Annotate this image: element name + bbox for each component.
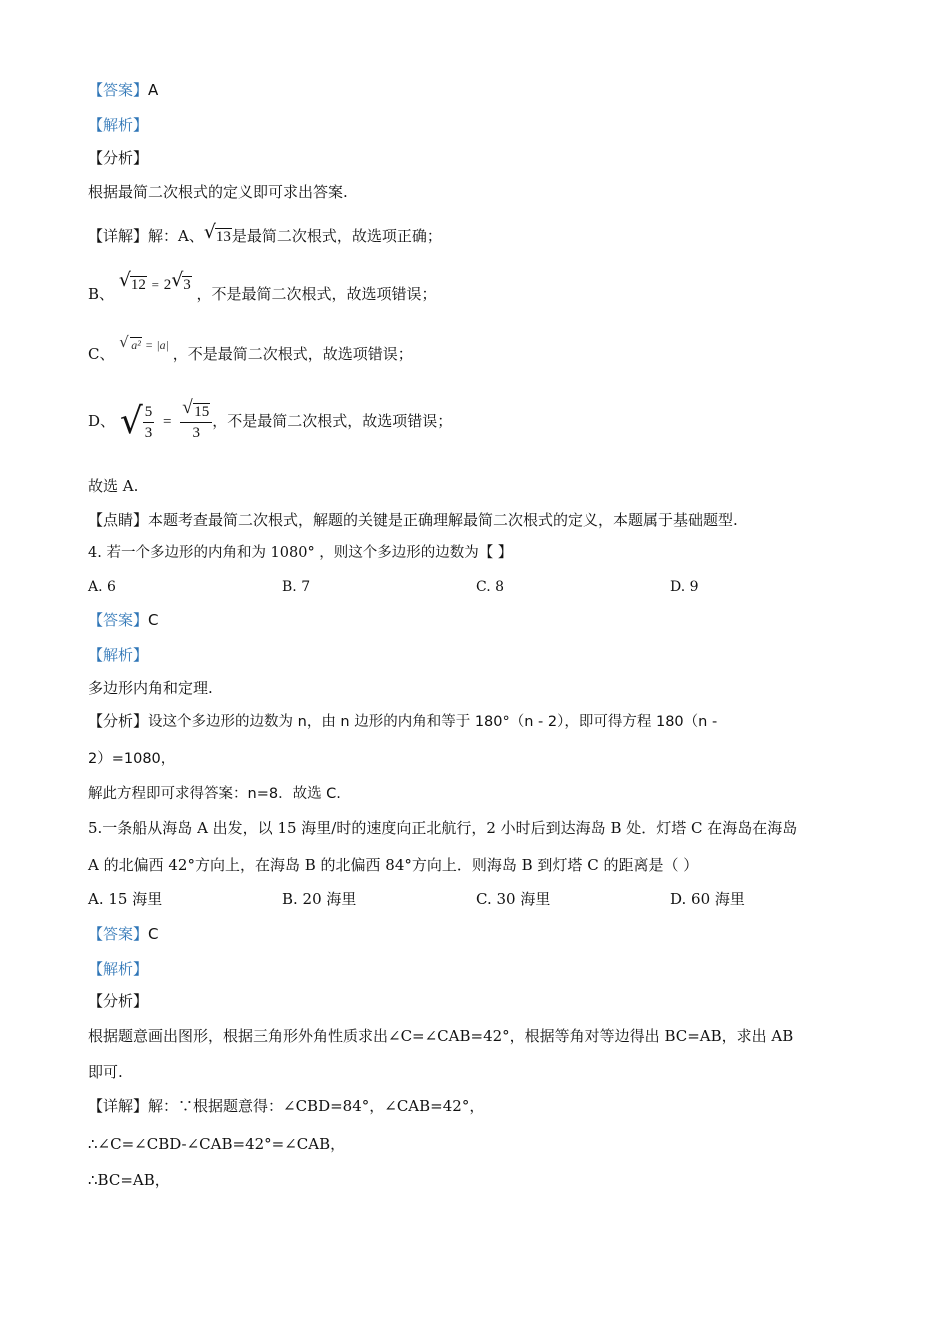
q4-option-d: D. 9 (670, 579, 699, 595)
d-label: D、 (88, 412, 116, 430)
sqrt-3: √ 3 (171, 269, 191, 293)
q3-choose: 故选 A. (88, 477, 139, 495)
answer-value: A (148, 81, 159, 99)
c-eq: = (145, 338, 153, 352)
q5-detail-line-1: 【详解】解：∵根据题意得：∠CBD=84°，∠CAB=42°， (88, 1097, 485, 1115)
detail-tag: 【详解】 (88, 227, 149, 245)
b-eq: = (151, 277, 159, 292)
answer-value: C (148, 611, 159, 629)
c-text: ，不是最简二次根式，故选项错误； (172, 345, 413, 363)
q5-option-c: C. 30 海里 (476, 890, 551, 908)
c-label: C、 (88, 345, 115, 363)
q5-fenxi-tag: 【分析】 (88, 992, 149, 1010)
q5-analysis-line-2: 即可. (88, 1063, 123, 1081)
detail-prefix: 解：A、 (148, 227, 204, 245)
q4-jiexi-tag: 【解析】 (88, 646, 149, 664)
q5-detail-line-2: ∴∠C=∠CBD-∠CAB=42°=∠CAB， (88, 1135, 346, 1153)
q3-answer-line (88, 80, 158, 100)
q3-fenxi-tag: 【分析】 (88, 149, 149, 167)
q5-analysis-line-1: 根据题意画出图形，根据三角形外角性质求出∠C=∠CAB=42°，根据等角对等边得出 BC=AB，求出 AB (88, 1027, 794, 1045)
answer-tag: 【答案】 (88, 81, 149, 99)
q5-stem-line-2: A 的北偏西 42°方向上，在海岛 B 的北偏西 84°方向上．则海岛 B 到灯塔 C 的距离是（ ） (88, 856, 699, 874)
dianjing-tag: 【点睛】 (88, 511, 149, 529)
fenxi-tag: 【分析】 (88, 712, 149, 730)
q4-theorem: 多边形内角和定理. (88, 679, 213, 697)
q5-answer-line (88, 924, 159, 944)
q4-option-c: C. 8 (476, 579, 505, 595)
q4-stem: 4. 若一个多边形的内角和为 1080° ，则这个多边形的边数为【 】 (88, 545, 513, 561)
q5-option-a: A. 15 海里 (88, 890, 163, 908)
q3-option-b-line (88, 269, 437, 305)
sqrt-12: √ 12 (118, 269, 146, 293)
b-coef: 2 (163, 277, 172, 293)
b-text: ，不是最简二次根式，故选项错误； (196, 285, 437, 303)
q3-dianjing: 【点睛】本题考查最简二次根式，解题的关键是正确理解最简二次根式的定义，本题属于基础题型. (88, 511, 738, 529)
q4-answer-line (88, 610, 159, 630)
answer-tag: 【答案】 (88, 925, 149, 943)
q5-detail-line-3: ∴BC=AB， (88, 1171, 170, 1189)
answer-tag: 【答案】 (88, 611, 149, 629)
q3-option-c-line (88, 333, 413, 365)
q4-fenxi-line-3: 解此方程即可求得答案：n=8．故选 C. (88, 786, 341, 802)
q5-option-b: B. 20 海里 (282, 890, 357, 908)
q3-detail-a (88, 221, 442, 247)
q5-jiexi-tag: 【解析】 (88, 960, 149, 978)
q3-analysis: 根据最简二次根式的定义即可求出答案. (88, 183, 348, 201)
detail-a-text: 是最简二次根式，故选项正确； (231, 227, 442, 245)
d-text: ，不是最简二次根式，故选项错误； (212, 412, 453, 430)
answer-value: C (148, 925, 159, 943)
frac-5-3: $\frac{5}{3}$ (144, 403, 153, 441)
sqrt-a-squared: √ a² (119, 333, 141, 352)
c-abs: |a| (156, 338, 169, 352)
q4-fenxi-line-2: 2）=1080， (88, 751, 176, 767)
d-eq: = (163, 414, 172, 430)
q5-stem-line-1: 5.一条船从海岛 A 出发，以 15 海里/时的速度向正北航行，2 小时后到达海岛 B 处．灯塔 C 在海岛在海岛 (88, 819, 798, 837)
b-label: B、 (88, 285, 115, 303)
sqrt-13: √ 13 (203, 221, 231, 245)
q4-option-b: B. 7 (282, 579, 311, 595)
q4-option-a: A. 6 (88, 579, 116, 595)
q3-option-d-line: D、 √ $\frac{5}{3}$ = √ 15 3 ，不是最简二次根式，故选项错误； (88, 396, 453, 442)
frac-sqrt15-3: √ 15 3 (180, 402, 212, 443)
q4-fenxi-line-1: 【分析】设这个多边形的边数为 n，由 n 边形的内角和等于 180°（n - 2），即可得方程 180（n - (88, 712, 718, 730)
q5-option-d: D. 60 海里 (670, 890, 745, 908)
q3-jiexi-tag: 【解析】 (88, 116, 149, 134)
detail-tag: 【详解】 (88, 1097, 149, 1115)
